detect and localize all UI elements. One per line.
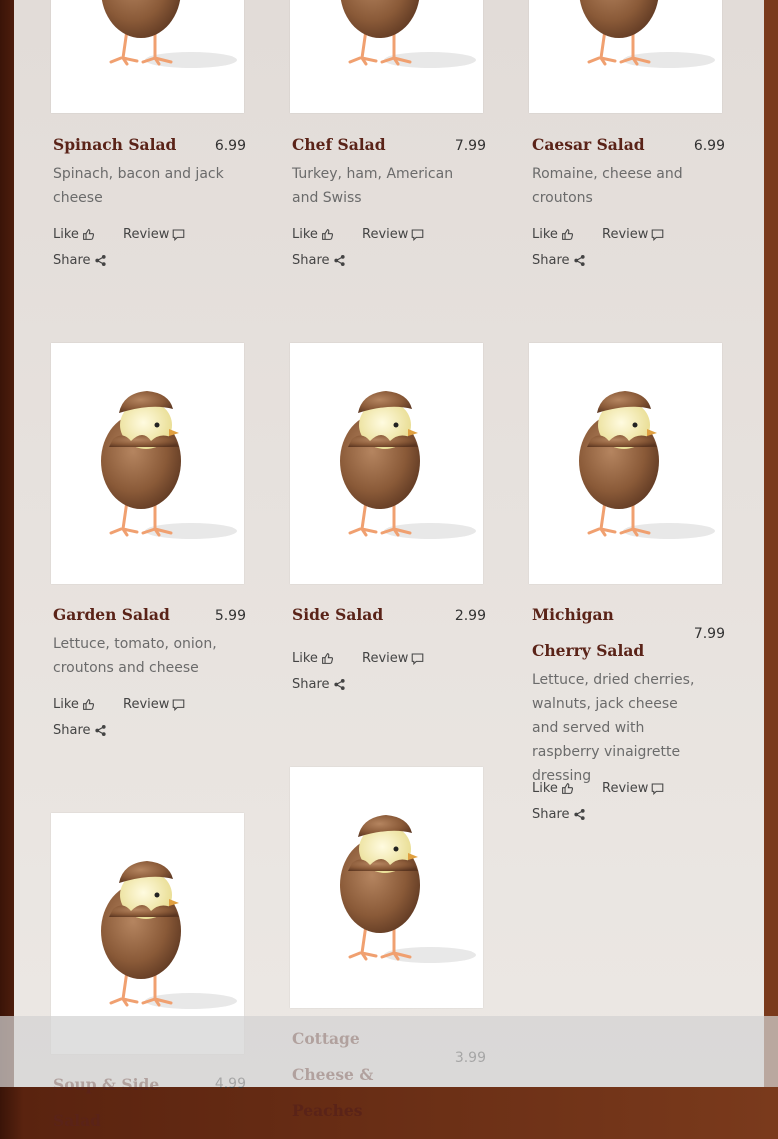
- comment-icon: [651, 228, 664, 241]
- share-label: Share: [292, 677, 330, 692]
- review-label: Review: [602, 227, 649, 242]
- share-icon: [94, 254, 107, 267]
- review-button[interactable]: [123, 697, 185, 712]
- like-label: Like: [53, 227, 79, 242]
- review-label: Review: [123, 227, 170, 242]
- item-photo[interactable]: [51, 0, 244, 113]
- share-label: Share: [532, 253, 570, 268]
- item-price: 2.99: [454, 608, 486, 624]
- chick-egg-image: [290, 0, 483, 113]
- item-description: Turkey, ham, American and Swiss: [292, 166, 454, 206]
- item-photo[interactable]: [529, 0, 722, 113]
- item-name: Caesar Salad: [532, 135, 645, 154]
- comment-icon: [172, 228, 185, 241]
- chick-egg-image: [529, 0, 722, 113]
- review-button[interactable]: [123, 227, 185, 242]
- review-button[interactable]: [602, 227, 664, 242]
- like-label: Like: [53, 697, 79, 712]
- share-label: Share: [53, 253, 91, 268]
- share-button[interactable]: [53, 723, 107, 738]
- item-price: 7.99: [693, 626, 725, 642]
- like-button[interactable]: [53, 227, 95, 242]
- share-icon: [573, 254, 586, 267]
- share-button[interactable]: [532, 807, 586, 822]
- item-photo[interactable]: [290, 0, 483, 113]
- item-name: Chef Salad: [292, 135, 386, 154]
- bottom-overlay-bar: [0, 1016, 778, 1087]
- thumbs-up-icon: [82, 698, 95, 711]
- item-photo[interactable]: [290, 343, 483, 584]
- like-label: Like: [532, 227, 558, 242]
- review-label: Review: [362, 227, 409, 242]
- chick-egg-image: [51, 343, 244, 584]
- comment-icon: [172, 698, 185, 711]
- share-icon: [94, 724, 107, 737]
- item-description: Spinach, bacon and jack cheese: [53, 166, 224, 206]
- item-name: Garden Salad: [53, 605, 170, 624]
- share-icon: [333, 678, 346, 691]
- comment-icon: [651, 782, 664, 795]
- thumbs-up-icon: [321, 652, 334, 665]
- share-button[interactable]: [532, 253, 586, 268]
- share-button[interactable]: [53, 253, 107, 268]
- share-icon: [333, 254, 346, 267]
- item-price: 6.99: [214, 138, 246, 154]
- review-button[interactable]: [362, 651, 424, 666]
- like-button[interactable]: [532, 781, 574, 796]
- like-label: Like: [292, 651, 318, 666]
- thumbs-up-icon: [561, 228, 574, 241]
- like-label: Like: [292, 227, 318, 242]
- comment-icon: [411, 652, 424, 665]
- item-name: Peaches: [292, 1101, 363, 1120]
- like-button[interactable]: [532, 227, 574, 242]
- share-label: Share: [292, 253, 330, 268]
- item-name: Spinach Salad: [53, 135, 177, 154]
- share-label: Share: [532, 807, 570, 822]
- item-description: Lettuce, dried cherries, walnuts, jack cheese and served with raspberry vinaigrette dressing: [532, 672, 695, 784]
- review-button[interactable]: [602, 781, 664, 796]
- comment-icon: [411, 228, 424, 241]
- thumbs-up-icon: [561, 782, 574, 795]
- share-button[interactable]: [292, 677, 346, 692]
- like-label: Like: [532, 781, 558, 796]
- share-icon: [573, 808, 586, 821]
- chick-egg-image: [51, 0, 244, 113]
- like-button[interactable]: [53, 697, 95, 712]
- item-name: Side Salad: [292, 605, 384, 624]
- thumbs-up-icon: [321, 228, 334, 241]
- item-name: Michigan Cherry Salad: [532, 605, 645, 660]
- share-button[interactable]: [292, 253, 346, 268]
- review-label: Review: [602, 781, 649, 796]
- thumbs-up-icon: [82, 228, 95, 241]
- item-price: 5.99: [214, 608, 246, 624]
- item-photo[interactable]: [51, 343, 244, 584]
- chick-egg-image: [290, 343, 483, 584]
- item-price: 6.99: [693, 138, 725, 154]
- item-photo[interactable]: [290, 767, 483, 1008]
- review-label: Review: [123, 697, 170, 712]
- item-name: Salad: [53, 1111, 102, 1130]
- like-button[interactable]: [292, 227, 334, 242]
- chick-egg-image: [290, 767, 483, 1008]
- share-label: Share: [53, 723, 91, 738]
- item-description: Romaine, cheese and croutons: [532, 166, 683, 206]
- chick-egg-image: [529, 343, 722, 584]
- review-label: Review: [362, 651, 409, 666]
- item-price: 7.99: [454, 138, 486, 154]
- like-button[interactable]: [292, 651, 334, 666]
- item-photo[interactable]: [529, 343, 722, 584]
- item-description: Lettuce, tomato, onion, croutons and cheese: [53, 636, 217, 676]
- review-button[interactable]: [362, 227, 424, 242]
